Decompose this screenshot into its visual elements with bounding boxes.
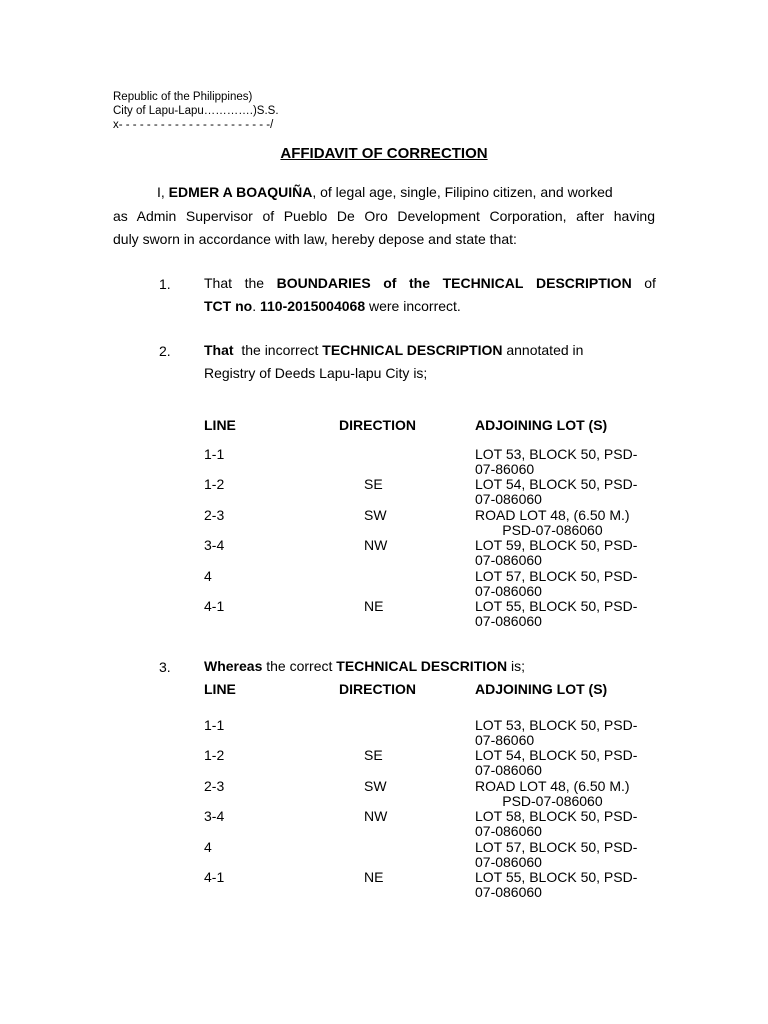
item-3-whereas: Whereas	[204, 658, 263, 674]
intro-line-1-rest: , of legal age, single, Filipino citizen, and worked	[312, 184, 613, 200]
item-3-rest: is;	[507, 658, 526, 674]
header-direction: DIRECTION	[339, 681, 416, 697]
table-cell-adjoining: LOT 54, BLOCK 50, PSD-	[475, 747, 638, 764]
table-cell-direction: NW	[364, 537, 388, 554]
item-3-bold: TECHNICAL DESCRITION	[336, 658, 508, 674]
table-cell-line: 4-1	[204, 598, 225, 614]
table-cell-adjoining-cont: 07-086060	[475, 762, 542, 779]
table-cell-adjoining-cont: PSD-07-086060	[475, 521, 603, 538]
item-3-mid: the correct	[262, 658, 337, 674]
item-1-rest: were incorrect.	[365, 298, 461, 314]
table-cell-adjoining: LOT 53, BLOCK 50, PSD-	[475, 446, 638, 462]
table-cell-direction: NE	[364, 598, 384, 614]
item-1-word: BOUNDARIES	[276, 275, 371, 291]
header-adjoining: ADJOINING LOT (S)	[475, 417, 608, 433]
tct-dot: .	[252, 298, 260, 314]
item-2-line-2: Registry of Deeds Lapu-lapu City is;	[204, 365, 428, 381]
intro-pre: I,	[157, 184, 169, 200]
table-cell-adjoining-cont: 07-086060	[475, 491, 542, 508]
document-title: AFFIDAVIT OF CORRECTION	[280, 145, 488, 162]
item-1-word: the	[244, 275, 265, 291]
header-line: LINE	[204, 417, 236, 433]
table-cell-adjoining: LOT 57, BLOCK 50, PSD-	[475, 838, 638, 855]
affiant-name: EDMER A BOAQUIÑA	[168, 184, 313, 200]
table-cell-line: 4-1	[204, 869, 225, 885]
table-cell-line: 2-3	[204, 777, 225, 794]
table-cell-adjoining: LOT 53, BLOCK 50, PSD-	[475, 717, 638, 733]
table-cell-line: 1-2	[204, 747, 225, 764]
item-1-word: DESCRIPTION	[536, 275, 632, 291]
item-2-number: 2.	[159, 343, 171, 359]
item-2-mid: the incorrect	[233, 342, 323, 358]
item-3-line-1	[204, 655, 656, 678]
table-cell-line: 3-4	[204, 537, 225, 554]
table-cell-adjoining-cont: 07-86060	[475, 461, 535, 477]
table-cell-adjoining: ROAD LOT 48, (6.50 M.)	[475, 777, 630, 794]
table-cell-line: 4	[204, 838, 212, 855]
table-cell-line: 2-3	[204, 506, 225, 523]
table-cell-line: 3-4	[204, 808, 225, 825]
table-cell-line: 1-1	[204, 717, 225, 733]
header-line: LINE	[204, 681, 236, 697]
table-cell-direction: SW	[364, 506, 387, 523]
venue-city: City of Lapu-Lapu………….)S.S.	[113, 105, 279, 117]
item-2-line-1	[204, 339, 656, 362]
item-1-number: 1.	[159, 276, 171, 292]
tct-number: 110-2015004068	[260, 298, 366, 314]
intro-line-2: as Admin Supervisor of Pueblo De Oro Development Corporation, after having	[113, 207, 655, 224]
table-cell-adjoining: LOT 57, BLOCK 50, PSD-	[475, 567, 638, 584]
header-direction: DIRECTION	[339, 417, 416, 433]
item-2-bold: TECHNICAL DESCRIPTION	[322, 342, 503, 358]
item-1-line-2	[204, 295, 656, 318]
table-cell-adjoining: LOT 58, BLOCK 50, PSD-	[475, 808, 638, 825]
item-1-word: of	[383, 275, 397, 291]
item-3-text	[204, 655, 656, 678]
table-cell-line: 1-2	[204, 476, 225, 493]
table-cell-line: 1-1	[204, 446, 225, 462]
header-adjoining: ADJOINING LOT (S)	[475, 681, 608, 697]
item-1-word: That	[204, 275, 233, 291]
item-2-rest: annotated in	[502, 342, 584, 358]
item-1-word: of	[644, 275, 656, 291]
item-2-that: That	[204, 342, 234, 358]
item-1-text	[204, 272, 656, 318]
intro-paragraph	[113, 181, 655, 252]
table-cell-adjoining: ROAD LOT 48, (6.50 M.)	[475, 506, 630, 523]
intro-line-1	[113, 181, 655, 205]
item-1-word: TECHNICAL	[442, 275, 524, 291]
venue-separator: x- - - - - - - - - - - - - - - - - - - - - -/	[113, 119, 274, 131]
table-cell-line: 4	[204, 567, 212, 584]
table-cell-adjoining-cont: PSD-07-086060	[475, 792, 603, 809]
table-cell-adjoining-cont: 07-086060	[475, 823, 542, 840]
table-cell-adjoining-cont: 07-086060	[475, 582, 542, 599]
table-cell-adjoining: LOT 59, BLOCK 50, PSD-	[475, 537, 638, 554]
table-cell-adjoining-cont: 07-086060	[475, 853, 542, 870]
intro-line-3: duly sworn in accordance with law, hereby depose and state that:	[113, 231, 517, 247]
table-cell-adjoining: LOT 55, BLOCK 50, PSD-	[475, 598, 638, 614]
table-cell-adjoining: LOT 55, BLOCK 50, PSD-	[475, 869, 638, 885]
table-cell-direction: SW	[364, 777, 387, 794]
table-cell-direction: SE	[364, 747, 383, 764]
tct-label: TCT no	[204, 298, 253, 314]
table-cell-adjoining-cont: 07-86060	[475, 732, 535, 748]
table-cell-direction: NE	[364, 869, 384, 885]
table-cell-adjoining-cont: 07-086060	[475, 884, 542, 900]
table-cell-direction: SE	[364, 476, 383, 493]
item-1-line-1	[204, 272, 656, 295]
table-cell-direction: NW	[364, 808, 388, 825]
item-3-number: 3.	[159, 659, 171, 675]
venue-republic: Republic of the Philippines)	[113, 91, 253, 103]
table-cell-adjoining-cont: 07-086060	[475, 552, 542, 569]
item-1-word: the	[409, 275, 431, 291]
table-cell-adjoining: LOT 54, BLOCK 50, PSD-	[475, 476, 638, 493]
item-2-text	[204, 339, 656, 385]
table-cell-adjoining-cont: 07-086060	[475, 613, 542, 629]
venue-block	[113, 90, 279, 132]
